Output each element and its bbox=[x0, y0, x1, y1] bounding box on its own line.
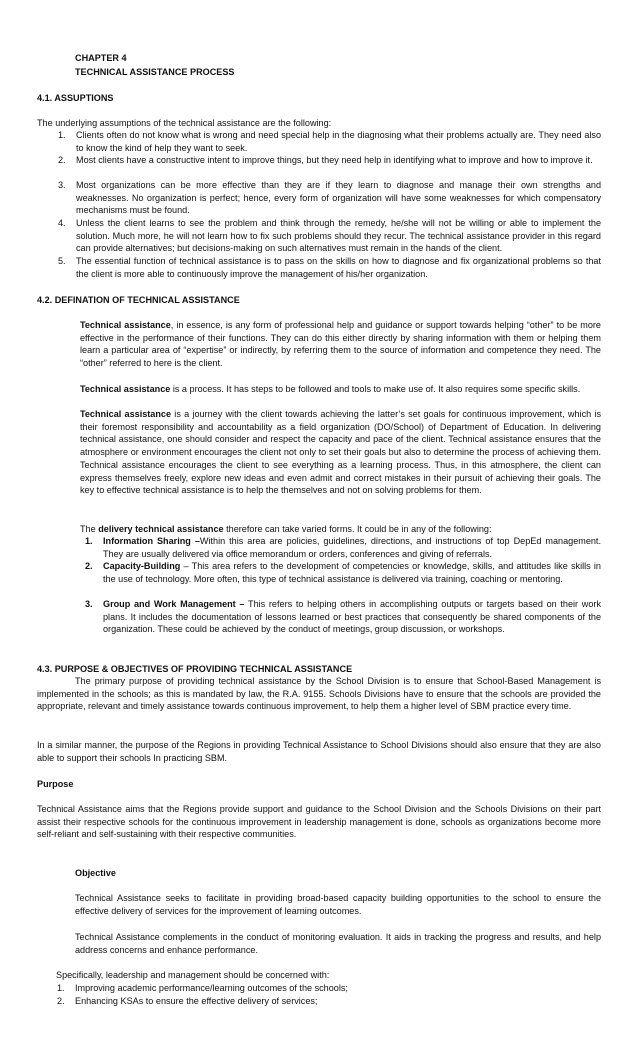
list-item bbox=[37, 129, 601, 154]
list-number: 4. bbox=[58, 218, 66, 228]
list-item-text: Improving academic performance/learning outcomes of the schools; bbox=[75, 983, 348, 993]
list-item bbox=[80, 560, 601, 598]
list-item-text: Most organizations can be more effective than they are if they learn to diagnose and manage their own strengths and weaknesses. No organization is perfect; hence, every form of organization will have some weaknesses for which compensatory mechanisms must be found. bbox=[76, 180, 601, 216]
paragraph-text: The bbox=[80, 524, 99, 534]
list-item-text: Enhancing KSAs to ensure the effective delivery of services; bbox=[75, 996, 318, 1006]
list-item bbox=[37, 179, 601, 217]
list-item bbox=[80, 598, 601, 649]
purpose-paragraph-1: The primary purpose of providing technical assistance by the School Division is to ensure that School-Based Management is implemented in the schools; as this is mandated by law, the R.A. 9155. Schools Divisions have to ensure that the schools are provided the appropriate, relevant and timely assistance towards continuous improvement, to help them a higher level of SBM practice every time. bbox=[37, 676, 601, 712]
list-number: 1. bbox=[58, 130, 66, 140]
list-number: 2. bbox=[58, 155, 66, 165]
section-4-1-heading: 4.1. ASSUPTIONS bbox=[37, 93, 114, 103]
objective-paragraph-1: Technical Assistance seeks to facilitate in providing broad-based capacity building opportunities to the school to ensure the effective delivery of services for the improvement of learning outcomes. bbox=[75, 893, 601, 916]
list-item bbox=[80, 535, 601, 560]
list-item bbox=[37, 255, 601, 280]
term-technical-assistance: Technical assistance bbox=[80, 409, 172, 419]
term-technical-assistance: Technical assistance bbox=[80, 320, 171, 330]
objective-paragraph-2: Technical Assistance complements in the conduct of monitoring evaluation. It aids in tracking the progress and results, and help address concerns and enhance performance. bbox=[75, 932, 601, 955]
definition-paragraph-3 bbox=[80, 408, 601, 497]
list-number: 1. bbox=[85, 536, 93, 546]
list-number: 3. bbox=[85, 599, 93, 609]
list-number: 2. bbox=[57, 996, 65, 1006]
form-text: This refers to helping others in accomplishing outputs or targets based on their work plans. It includes the documentation of lessons learned or best practices that consequently be shared components of the organization. These could be achieved by the conduct of meetings, group discussion, or workshops. bbox=[103, 599, 601, 635]
delivery-forms-list bbox=[80, 535, 601, 649]
term-technical-assistance: Technical assistance bbox=[80, 384, 171, 394]
list-item bbox=[37, 154, 601, 179]
definition-paragraph-2 bbox=[80, 383, 601, 396]
form-term: Group and Work Management – bbox=[103, 599, 245, 609]
delivery-intro bbox=[80, 523, 601, 536]
chapter-title: TECHNICAL ASSISTANCE PROCESS bbox=[75, 67, 235, 77]
list-item-text: The essential function of technical assistance is to pass on the skills on how to diagnose and fix organizational problems so that the client is more able to continuously improve the management of his/her organization. bbox=[76, 256, 601, 279]
assumptions-list bbox=[37, 129, 601, 280]
form-text: – This area refers to the development of competencies or knowledge, skills, and attitudes like skills in the use of technology. More often, this type of technical assistance is delivered via training, coaching or mentoring. bbox=[103, 561, 601, 584]
paragraph-text: therefore can take varied forms. It could be in any of the following: bbox=[223, 524, 492, 534]
list-item-text: Unless the client learns to see the problem and think through the remedy, he/she will not be willing or able to implement the solution. Much more, he will not learn how to fix such problems should they recur. The technical assistance provider in this regard can provide alternatives; but decisions-making on such alternatives must remain in the hands of the client. bbox=[76, 218, 601, 254]
chapter-number: CHAPTER 4 bbox=[75, 53, 127, 63]
specifically-intro: Specifically, leadership and management should be concerned with: bbox=[56, 970, 330, 980]
list-number: 3. bbox=[58, 180, 66, 190]
form-text: Within this area are policies, guidelines, directions, and instructions of top DepEd management. They are usually delivered via office memorandum or orders, conferences and giving of referrals. bbox=[103, 536, 601, 559]
list-item-text: Most clients have a constructive intent to improve things, but they need help in identifying what to improve and how to improve it. bbox=[76, 155, 593, 165]
purpose-heading: Purpose bbox=[37, 779, 74, 789]
purpose-text: Technical Assistance aims that the Regions provide support and guidance to the School Division and the Schools Divisions on their part assist their respective schools for the continuous improvement in leadership management is done, schools as organizations become more self-reliant and self-sustaining with their respective communities. bbox=[37, 804, 601, 840]
concerns-list bbox=[37, 982, 601, 1008]
paragraph-text: , in essence, is any form of professional help and guidance or support towards helping “other” to be more effective in the performance of their functions. They can do this either directly by sharing information with them or helping them learn a particular area of “expertise” or indirectly, by referring them to the source of information and competence they need. The “other” referred to here is the client. bbox=[80, 320, 601, 369]
list-item bbox=[37, 217, 601, 255]
section-4-2-heading: 4.2. DEFINATION OF TECHNICAL ASSISTANCE bbox=[37, 295, 240, 305]
list-number: 2. bbox=[85, 561, 93, 571]
list-number: 1. bbox=[57, 983, 65, 993]
list-number: 5. bbox=[58, 256, 66, 266]
section-4-3-heading: 4.3. PURPOSE & OBJECTIVES OF PROVIDING TECHNICAL ASSISTANCE bbox=[37, 664, 353, 674]
list-item bbox=[37, 995, 601, 1008]
paragraph-text: is a process. It has steps to be followed and tools to make use of. It also requires some specific skills. bbox=[170, 384, 581, 394]
objective-heading: Objective bbox=[75, 868, 116, 878]
form-term: Capacity-Building bbox=[103, 561, 181, 571]
list-item bbox=[37, 982, 601, 995]
term-delivery-technical-assistance: delivery technical assistance bbox=[98, 524, 224, 534]
paragraph-text: is a journey with the client towards achieving the latter’s set goals for continuous improvement, which is their foremost responsibility and accountability as a field organization (DO/School) of Department of Education. In delivering technical assistance, one should consider and respect the capacity and pace of the client. Technical assistance ensures that the atmosphere or environment encourages the client not only to set their goals but also to determine the process of achieving them. Technical assistance encourages the client to see everything as a learning process. Thus, in this atmosphere, the client can express themselves freely, explore new ideas and even admit and correct mistakes in their pursuit of achieving their goals. The key to effective technical assistance is to help the themselves and not on solving problems for them. bbox=[80, 409, 602, 496]
definition-paragraph-1 bbox=[80, 319, 601, 370]
form-term: Information Sharing – bbox=[103, 536, 200, 546]
purpose-paragraph-2: In a similar manner, the purpose of the Regions in providing Technical Assistance to School Divisions should also ensure that they are also able to support their schools In practicing SBM. bbox=[37, 740, 601, 763]
section-4-1-intro: The underlying assumptions of the technical assistance are the following: bbox=[37, 118, 332, 128]
list-item-text: Clients often do not know what is wrong and need special help in the diagnosing what their problems actually are. They need also to know the kind of help they want to seek. bbox=[76, 130, 601, 153]
